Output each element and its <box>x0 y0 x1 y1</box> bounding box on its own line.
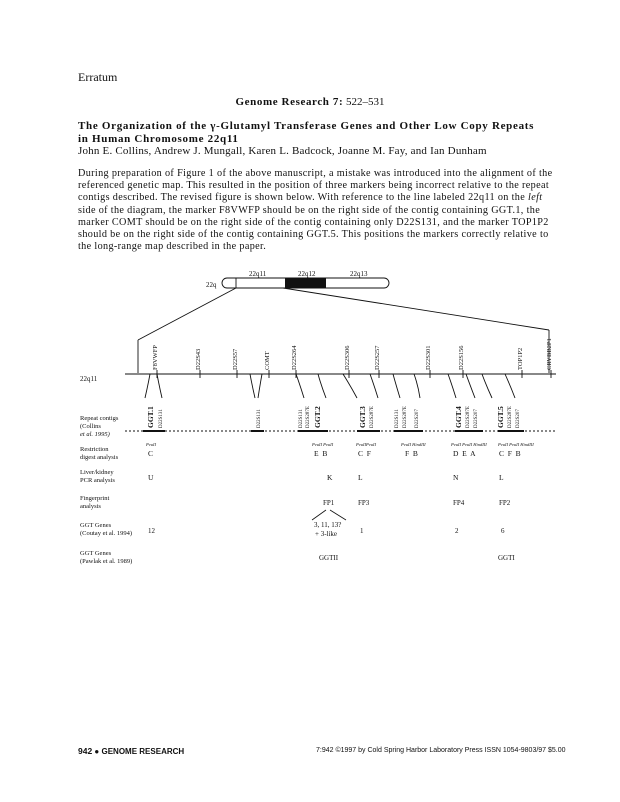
svg-text:(Collins: (Collins <box>80 423 101 430</box>
contig-ggt3: GGT.3 <box>358 406 367 428</box>
svg-text:PCR analysis: PCR analysis <box>80 477 115 484</box>
svg-text:GGTI: GGTI <box>498 554 515 562</box>
svg-text:FP2: FP2 <box>499 499 511 507</box>
contig-ggt4: GGT.4 <box>454 406 463 428</box>
svg-text:+ 3-like: + 3-like <box>315 530 338 538</box>
svg-text:analysis: analysis <box>80 503 101 510</box>
marker-crybb2p1: CRYBB2P1 <box>546 338 553 370</box>
ggt-coutay-label <box>80 522 132 537</box>
contig-ggt2-marker-2: D22S287E <box>306 406 311 428</box>
contig-connectors <box>145 374 515 398</box>
svg-text:2: 2 <box>455 527 459 535</box>
leaf-icon: ● <box>94 747 100 756</box>
svg-text:FP1: FP1 <box>323 499 335 507</box>
svg-text:PvuII HindIII: PvuII HindIII <box>401 442 426 447</box>
page-number: 942 <box>78 746 93 756</box>
contig-ggt5-marker-1: D22S287E <box>508 406 513 428</box>
svg-text:PvuII PvuII HindIII: PvuII PvuII HindIII <box>451 442 487 447</box>
svg-text:L: L <box>499 473 504 482</box>
svg-text:C: C <box>148 449 154 458</box>
marker-comt: COMT <box>264 351 271 370</box>
article-authors: John E. Collins, Andrew J. Mungall, Karen L. Badcock, Joanne M. Fay, and Ian Dunham <box>78 145 487 157</box>
marker-d22s57: D22S57 <box>232 348 239 370</box>
band-label-22q12: 22q12 <box>298 270 316 278</box>
svg-text:F B: F B <box>405 449 418 458</box>
svg-text:PvuIIPvuII: PvuIIPvuII <box>356 442 376 447</box>
svg-text:C F B: C F B <box>499 449 521 458</box>
liver-kidney-values <box>148 473 504 482</box>
svg-text:GGT Genes: GGT Genes <box>80 522 112 529</box>
article-title: The Organization of the γ-Glutamyl Transferase Genes and Other Low Copy Repeats in Human Chromosome 22q11 <box>78 120 535 145</box>
chromosome-label: 22q <box>206 281 217 289</box>
contig-ggt1: GGT.1 <box>146 406 155 428</box>
footer-journal-name: GENOME RESEARCH <box>101 747 185 756</box>
svg-text:6: 6 <box>501 527 505 535</box>
svg-text:3, 11, 13?: 3, 11, 13? <box>314 521 342 529</box>
liver-kidney-label <box>80 469 115 484</box>
restriction-label <box>80 446 119 461</box>
journal-name: Genome Research 7: <box>235 96 344 108</box>
svg-text:FP3: FP3 <box>358 499 370 507</box>
marker-labels <box>152 338 553 370</box>
svg-text:GGTII: GGTII <box>319 554 339 562</box>
contig-solo-marker: D22S131 <box>257 409 262 428</box>
contig-ggt4-marker-2: D22S207 <box>474 409 479 428</box>
svg-text:K: K <box>327 473 333 482</box>
contig-ggt1-marker: D22S131 <box>159 409 164 428</box>
body-text-part-1: During preparation of Figure 1 of the above manuscript, a mistake was introduced into the alignment of the referenced genetic map. This resulted in the position of three markers being incorrect relative to the repeat contigs described. The revised figure is shown below. With reference to the line labeled 22q11 on the <box>78 168 553 204</box>
restriction-enzymes <box>145 442 534 447</box>
svg-text:U: U <box>148 473 154 482</box>
body-text-part-2: side of the diagram, the marker F8VWFP should be on the right side of the contig containing GGT.1, the marker COMT should be on the right side of the contig containing only D22S131, and the marker TOP1P2 should be on the right side of the contig containing GGT.5. This positions the markers correctly relative to the long-range map described in the paper. <box>78 204 549 253</box>
svg-text:et al. 1995): et al. 1995) <box>80 431 110 438</box>
contig-mid-marker-1: D22S131 <box>395 409 400 428</box>
svg-text:1: 1 <box>360 527 364 535</box>
fingerprint-values <box>323 499 511 507</box>
svg-text:(Coutay et al. 1994): (Coutay et al. 1994) <box>80 530 132 537</box>
ggt-pawlak-label <box>80 550 132 565</box>
svg-text:D E A: D E A <box>453 449 476 458</box>
svg-text:(Pawlak et al. 1989): (Pawlak et al. 1989) <box>80 558 133 565</box>
svg-text:N: N <box>453 473 459 482</box>
marker-d22s306: D22S306 <box>344 345 351 370</box>
contig-labels <box>146 406 521 428</box>
band-22q12-shaded <box>285 278 326 288</box>
svg-text:PvuII PvuII: PvuII PvuII <box>312 442 334 447</box>
expansion-line-left <box>138 288 236 340</box>
contig-ggt3-marker: D22S287E <box>370 406 375 428</box>
marker-d22s257: D22S257 <box>374 345 381 370</box>
svg-text:digest analysis: digest analysis <box>80 454 119 461</box>
contig-ggt5: GGT.5 <box>496 406 505 428</box>
ggt-pawlak-values <box>319 554 515 562</box>
svg-text:PvuII: PvuII <box>146 442 156 447</box>
svg-text:C F: C F <box>358 449 371 458</box>
fingerprint-label <box>80 495 109 510</box>
contig-ggt5-marker-2: D22S207 <box>516 409 521 428</box>
band-label-22q11: 22q11 <box>249 270 267 278</box>
marker-f8vwfp: F8VWFP <box>152 345 159 370</box>
line-label-22q11: 22q11 <box>80 375 98 383</box>
svg-text:12: 12 <box>148 527 155 535</box>
marker-d22s264: D22S264 <box>291 345 298 370</box>
repeat-contigs-label <box>80 415 119 438</box>
svg-text:E B: E B <box>314 449 328 458</box>
journal-pages: 522–531 <box>346 96 385 108</box>
contig-ggt2-marker-1: D22S131 <box>299 409 304 428</box>
svg-text:GGT Genes: GGT Genes <box>80 550 112 557</box>
footer-citation: 7:942 ©1997 by Cold Spring Harbor Laboratory Press ISSN 1054-9803/97 $5.00 <box>316 747 566 754</box>
ggt-coutay-values <box>148 521 505 538</box>
svg-text:FP4: FP4 <box>453 499 465 507</box>
body-text-emphasis: left <box>528 192 543 204</box>
expansion-line-right <box>283 288 549 330</box>
contig-ggt4-marker-1: D22S287E <box>466 406 471 428</box>
marker-top1p2: TOP1P2 <box>517 347 524 370</box>
svg-text:Liver/kidney: Liver/kidney <box>80 469 114 476</box>
contig-ggt2: GGT.2 <box>313 406 322 428</box>
svg-text:Fingerprint: Fingerprint <box>80 495 110 502</box>
marker-d22s156: D22S156 <box>458 345 465 370</box>
svg-text:PvuII PvuII HindIII: PvuII PvuII HindIII <box>498 442 534 447</box>
marker-d22s43: D22S43 <box>195 348 202 370</box>
chromosome-ideogram <box>206 270 389 289</box>
footer-journal <box>78 746 184 756</box>
band-label-22q13: 22q13 <box>350 270 368 278</box>
restriction-values <box>148 449 521 458</box>
svg-text:Repeat contigs: Repeat contigs <box>80 415 119 422</box>
svg-text:L: L <box>358 473 363 482</box>
contig-mid-marker-2: D22S287E <box>403 406 408 428</box>
svg-text:Restriction: Restriction <box>80 446 109 453</box>
contig-mid-marker-3: D22S207 <box>415 409 420 428</box>
marker-d22s301: D22S301 <box>425 345 432 370</box>
fp1-split-lines <box>312 510 346 520</box>
erratum-heading: Erratum <box>78 70 118 84</box>
